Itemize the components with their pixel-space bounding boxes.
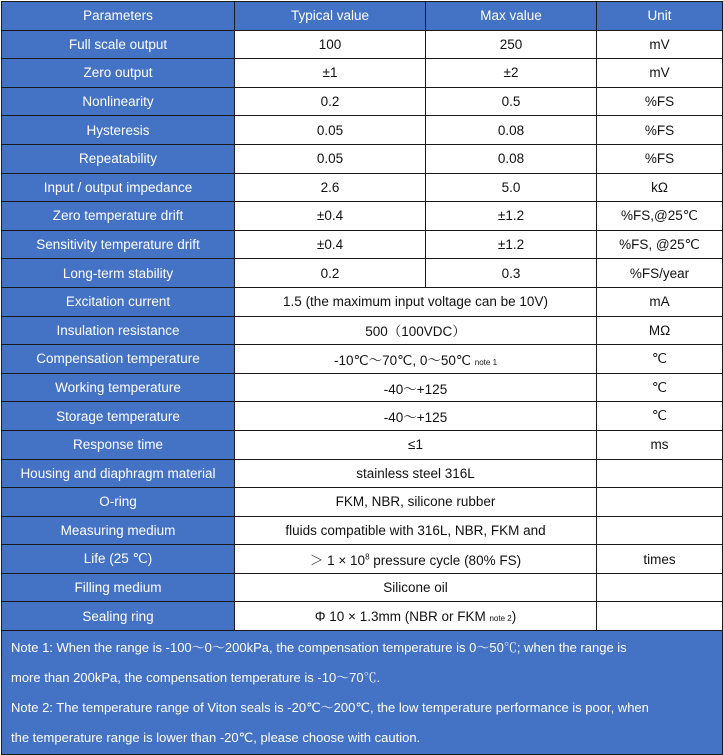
table-row [2, 516, 723, 545]
unit-value: ℃ [597, 373, 723, 402]
unit-value: %FS,@25℃ [597, 202, 723, 231]
param-name: Zero output [2, 59, 235, 88]
max-value: 0.5 [426, 87, 597, 116]
unit-value: %FS [597, 116, 723, 145]
parameters-table [1, 1, 723, 631]
header-parameters: Parameters [2, 2, 235, 31]
param-name: Response time [2, 430, 235, 459]
param-name: Measuring medium [2, 516, 235, 545]
merged-value: -40～+125 [235, 373, 597, 402]
max-value: 0.3 [426, 259, 597, 288]
param-name: Hysteresis [2, 116, 235, 145]
max-value: 5.0 [426, 173, 597, 202]
table-row [2, 87, 723, 116]
typical-value: ±0.4 [235, 230, 426, 259]
table-row [2, 430, 723, 459]
param-name: Zero temperature drift [2, 202, 235, 231]
param-name: Full scale output [2, 30, 235, 59]
table-row [2, 259, 723, 288]
max-value: 0.08 [426, 144, 597, 173]
table-row [2, 488, 723, 517]
unit-value: kΩ [597, 173, 723, 202]
header-typical-value: Typical value [235, 2, 426, 31]
note-1-line-1: Note 1: When the range is -100～0～200kPa, the compensation temperature is 0～50℃; when the range is [11, 640, 627, 655]
compensation-range: -10℃～70℃, 0～50℃ [333, 352, 472, 368]
param-name: Housing and diaphragm material [2, 459, 235, 488]
sealing-value: Φ 10 × 1.3mm (NBR or FKM [314, 608, 486, 624]
table-row [2, 144, 723, 173]
life-exponent: 8 [365, 552, 370, 562]
unit-value: mA [597, 287, 723, 316]
merged-value: FKM, NBR, silicone rubber [235, 488, 597, 517]
unit-value: ℃ [597, 402, 723, 431]
table-row [2, 402, 723, 431]
unit-value: ℃ [597, 345, 723, 374]
notes-box [1, 630, 723, 755]
unit-value: mV [597, 30, 723, 59]
table-row [2, 59, 723, 88]
table-row [2, 116, 723, 145]
max-value: ±1.2 [426, 202, 597, 231]
typical-value: 0.2 [235, 87, 426, 116]
unit-value: %FS, @25℃ [597, 230, 723, 259]
table-row [2, 230, 723, 259]
typical-value: 0.05 [235, 116, 426, 145]
merged-value [235, 545, 597, 574]
param-name: Input / output impedance [2, 173, 235, 202]
unit-value: ms [597, 430, 723, 459]
param-name: Long-term stability [2, 259, 235, 288]
header-max-value: Max value [426, 2, 597, 31]
unit-value: %FS [597, 87, 723, 116]
life-value-suffix: pressure cycle (80% FS) [369, 553, 522, 569]
merged-value [235, 602, 597, 631]
param-name: O-ring [2, 488, 235, 517]
typical-value: ±0.4 [235, 202, 426, 231]
max-value: 0.08 [426, 116, 597, 145]
param-name: Compensation temperature [2, 345, 235, 374]
merged-value: Silicone oil [235, 573, 597, 602]
note-reference: note 2 [489, 613, 512, 623]
max-value: 250 [426, 30, 597, 59]
param-name: Sensitivity temperature drift [2, 230, 235, 259]
unit-value: %FS/year [597, 259, 723, 288]
param-name: Storage temperature [2, 402, 235, 431]
param-name: Nonlinearity [2, 87, 235, 116]
param-name: Sealing ring [2, 602, 235, 631]
typical-value: 100 [235, 30, 426, 59]
max-value: ±2 [426, 59, 597, 88]
param-name: Filling medium [2, 573, 235, 602]
unit-value: mV [597, 59, 723, 88]
table-row [2, 345, 723, 374]
note-2-line-1: Note 2: The temperature range of Viton seals is -20℃～200℃, the low temperature performance is poor, when [11, 700, 649, 715]
table-header-row [2, 2, 723, 31]
max-value: ±1.2 [426, 230, 597, 259]
unit-value [597, 488, 723, 517]
table-row [2, 573, 723, 602]
param-name: Repeatability [2, 144, 235, 173]
typical-value: 0.05 [235, 144, 426, 173]
param-name: Insulation resistance [2, 316, 235, 345]
param-name: Excitation current [2, 287, 235, 316]
unit-value: MΩ [597, 316, 723, 345]
merged-value: 1.5 (the maximum input voltage can be 10V) [235, 287, 597, 316]
table-row [2, 173, 723, 202]
typical-value: 2.6 [235, 173, 426, 202]
table-row [2, 545, 723, 574]
merged-value [235, 345, 597, 374]
table-row [2, 30, 723, 59]
merged-value: stainless steel 316L [235, 459, 597, 488]
unit-value [597, 602, 723, 631]
param-name: Life (25 ℃) [2, 545, 235, 574]
life-value-prefix: ＞ 1 × 10 [309, 553, 366, 569]
header-unit: Unit [597, 2, 723, 31]
typical-value: 0.2 [235, 259, 426, 288]
unit-value [597, 516, 723, 545]
table-row [2, 316, 723, 345]
unit-value: times [597, 545, 723, 574]
table-row [2, 373, 723, 402]
note-reference: note 1 [474, 357, 498, 367]
table-row [2, 202, 723, 231]
note-2-line-2: the temperature range is lower than -20℃, please choose with caution. [11, 730, 421, 745]
param-name: Working temperature [2, 373, 235, 402]
typical-value: ±1 [235, 59, 426, 88]
merged-value: -40～+125 [235, 402, 597, 431]
unit-value: %FS [597, 144, 723, 173]
note-1-line-2: more than 200kPa, the compensation temperature is -10～70℃. [11, 670, 381, 685]
table-row [2, 459, 723, 488]
table-row [2, 287, 723, 316]
table-row [2, 602, 723, 631]
merged-value: ≤1 [235, 430, 597, 459]
merged-value: 500（100VDC） [235, 316, 597, 345]
merged-value: fluids compatible with 316L, NBR, FKM and [235, 516, 597, 545]
unit-value [597, 459, 723, 488]
unit-value [597, 573, 723, 602]
sealing-close: ) [511, 608, 517, 624]
